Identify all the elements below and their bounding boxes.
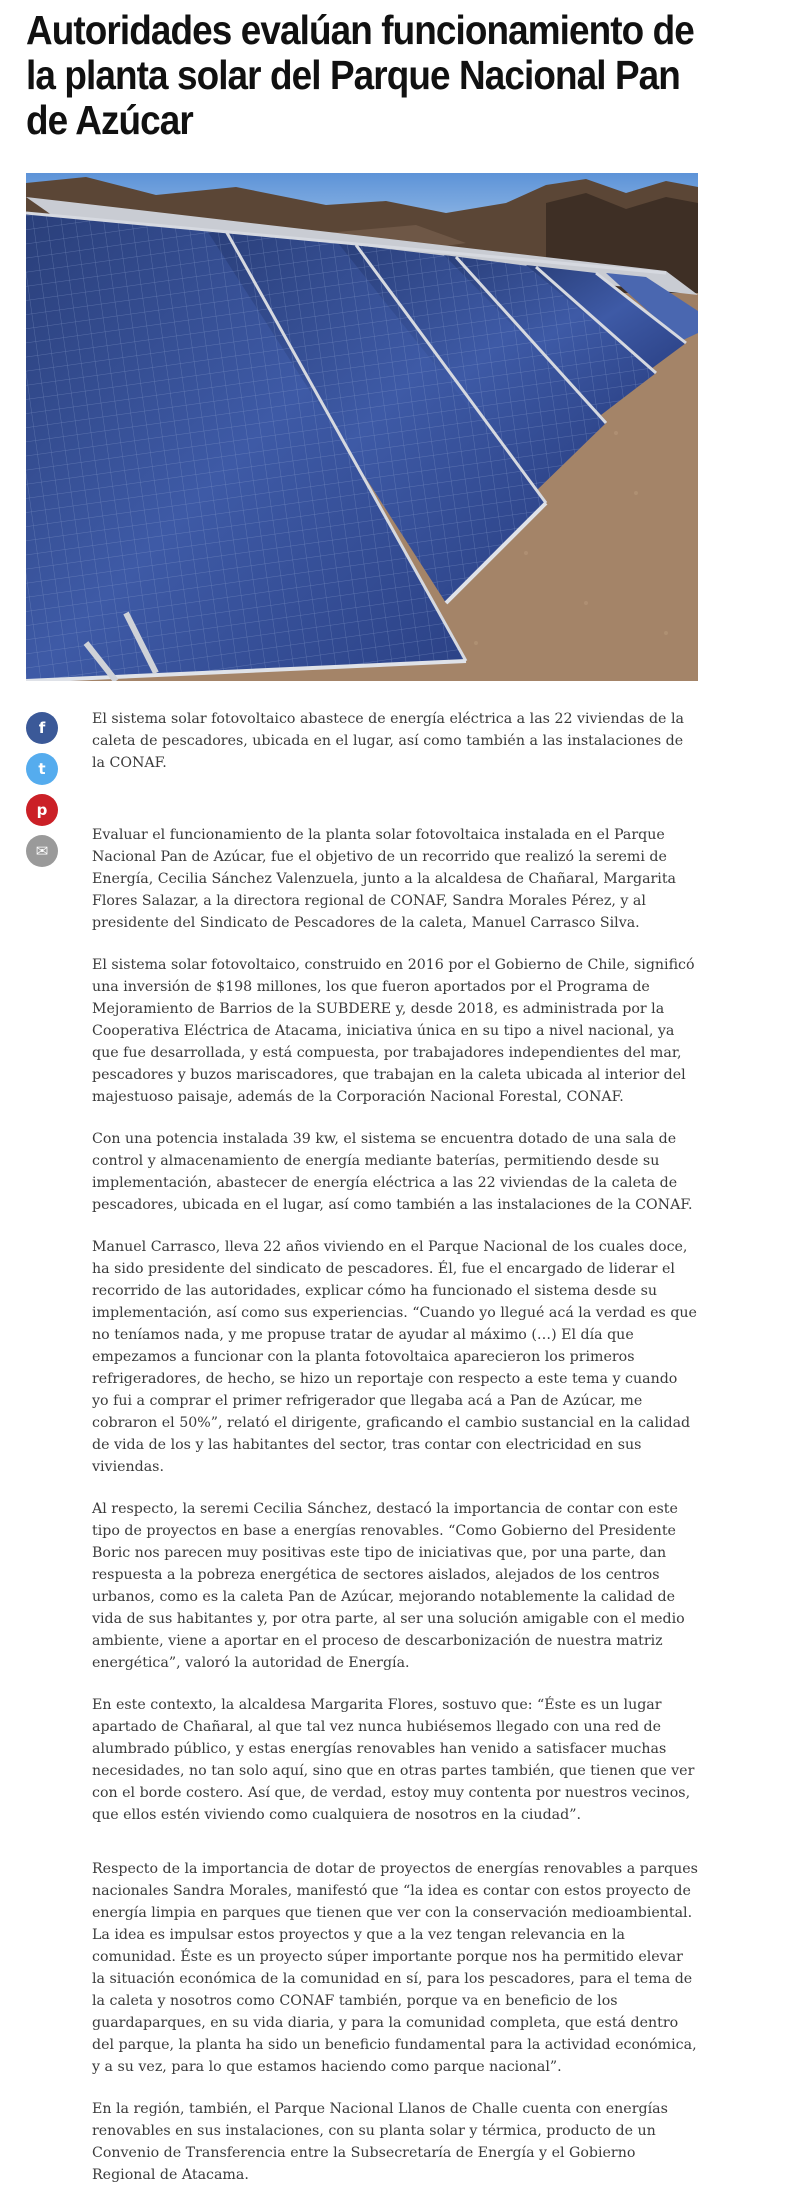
article-paragraph: Respecto de la importancia de dotar de proyectos de energías renovables a parques nacionales Sandra Morales, manifestó que “la idea es contar con estos proyecto de energía limpia en parques que tienen que ver con la conservación medioambiental. La idea es impulsar estos proyectos y que a la vez tengan relevancia en la comunidad. Éste es un proyecto súper importante porque nos ha permitido elevar la situación económica de la comunidad en sí, para los pescadores, para el tema de la caleta y nosotros como CONAF también, porque va en beneficio de los guardaparques, en su vida diaria, y para la comunidad completa, que está dentro del parque, la planta ha sido un beneficio fundamental para la actividad económica, y a su vez, para lo que estamos haciendo como parque nacional”. (92, 1861, 698, 2075)
article-paragraph: En este contexto, la alcaldesa Margarita Flores, sostuvo que: “Éste es un lugar apartado de Chañaral, al que tal vez nunca hubiésemos llegado con una red de alumbrado público, y estas energías renovables han venido a satisfacer muchas necesidades, no tan solo aquí, sino que en otras partes también, que tienen que ver con el borde costero. Así que, de verdad, estoy muy contenta por nuestros vecinos, que ellos estén viviendo como cualquiera de nosotros en la ciudad”. (92, 1697, 695, 1823)
pinterest-share-button[interactable] (26, 794, 58, 826)
facebook-share-button[interactable] (26, 712, 58, 744)
article-body (92, 708, 698, 2206)
social-share-bar (26, 712, 58, 876)
email-share-button[interactable] (26, 835, 58, 867)
email-icon: ✉ (35, 842, 49, 860)
article-paragraph: Con una potencia instalada 39 kw, el sistema se encuentra dotado de una sala de control y almacenamiento de energía mediante baterías, permitiendo desde su implementación, abastecer de energía eléctrica a las 22 viviendas de la caleta de pescadores, ubicada en el lugar, así como también a las instalaciones de la CONAF. (92, 1131, 693, 1213)
twitter-icon: t (38, 760, 46, 778)
article-paragraph: Manuel Carrasco, lleva 22 años viviendo en el Parque Nacional de los cuales doce, ha sido presidente del sindicato de pescadores. Él, fue el encargado de liderar el recorrido de las autoridades, explicar cómo ha funcionado el sistema desde su implementación, así como sus experiencias. “Cuando yo llegué acá la verdad es que no teníamos nada, y me propuse tratar de ayudar al máximo (…) El día que empezamos a funcionar con la planta fotovoltaica aparecieron los primeros refrigeradores, de hecho, se hizo un reportaje con respecto a este tema y cuando yo fui a comprar el primer refrigerador que llegaba acá a Pan de Azúcar, me cobraron el 50%”, relató el dirigente, graficando el cambio sustancial en la calidad de vida de los y las habitantes del sector, tras contar con electricidad en sus viviendas. (92, 1239, 697, 1475)
twitter-share-button[interactable] (26, 753, 58, 785)
article-paragraph: El sistema solar fotovoltaico, construido en 2016 por el Gobierno de Chile, significó una inversión de $198 millones, los que fueron aportados por el Programa de Mejoramiento de Barrios de la SUBDERE y, desde 2018, es administrada por la Cooperativa Eléctrica de Atacama, iniciativa única en su tipo a nivel nacional, ya que fue desarrollada, y está compuesta, por trabajadores independientes del mar, pescadores y buzos mariscadores, que trabajan en la caleta ubicada al interior del majestuoso paisaje, además de la Corporación Nacional Forestal, CONAF. (92, 957, 695, 1105)
article-title: Autoridades evalúan funcionamiento de la planta solar del Parque Nacional Pan de Azúcar (26, 7, 694, 143)
article-paragraph: En la región, también, el Parque Nacional Llanos de Challe cuenta con energías renovables en sus instalaciones, con su planta solar y térmica, producto de un Convenio de Transferencia entre la Subsecretaría de Energía y el Gobierno Regional de Atacama. (92, 2101, 668, 2183)
article-paragraph: Evaluar el funcionamiento de la planta solar fotovoltaica instalada en el Parque Nacional Pan de Azúcar, fue el objetivo de un recorrido que realizó la seremi de Energía, Cecilia Sánchez Valenzuela, junto a la alcaldesa de Chañaral, Margarita Flores Salazar, a la directora regional de CONAF, Sandra Morales Pérez, y al presidente del Sindicato de Pescadores de la caleta, Manuel Carrasco Silva. (92, 827, 677, 931)
hero-image (26, 173, 698, 681)
pinterest-icon: p (36, 801, 48, 819)
article-lead: El sistema solar fotovoltaico abastece de energía eléctrica a las 22 viviendas de la caleta de pescadores, ubicada en el lugar, así como también a las instalaciones de la CONAF. (92, 711, 684, 771)
article-paragraph: Al respecto, la seremi Cecilia Sánchez, destacó la importancia de contar con este tipo de proyectos en base a energías renovables. “Como Gobierno del Presidente Boric nos parecen muy positivas este tipo de iniciativas que, por una parte, dan respuesta a la pobreza energética de sectores aislados, alejados de los centros urbanos, como es la caleta Pan de Azúcar, mejorando notablemente la calidad de vida de sus habitantes y, por otra parte, al ser una solución amigable con el medio ambiente, viene a aportar en el proceso de descarbonización de nuestra matriz energética”, valoró la autoridad de Energía. (92, 1501, 685, 1671)
facebook-icon: f (38, 719, 46, 737)
